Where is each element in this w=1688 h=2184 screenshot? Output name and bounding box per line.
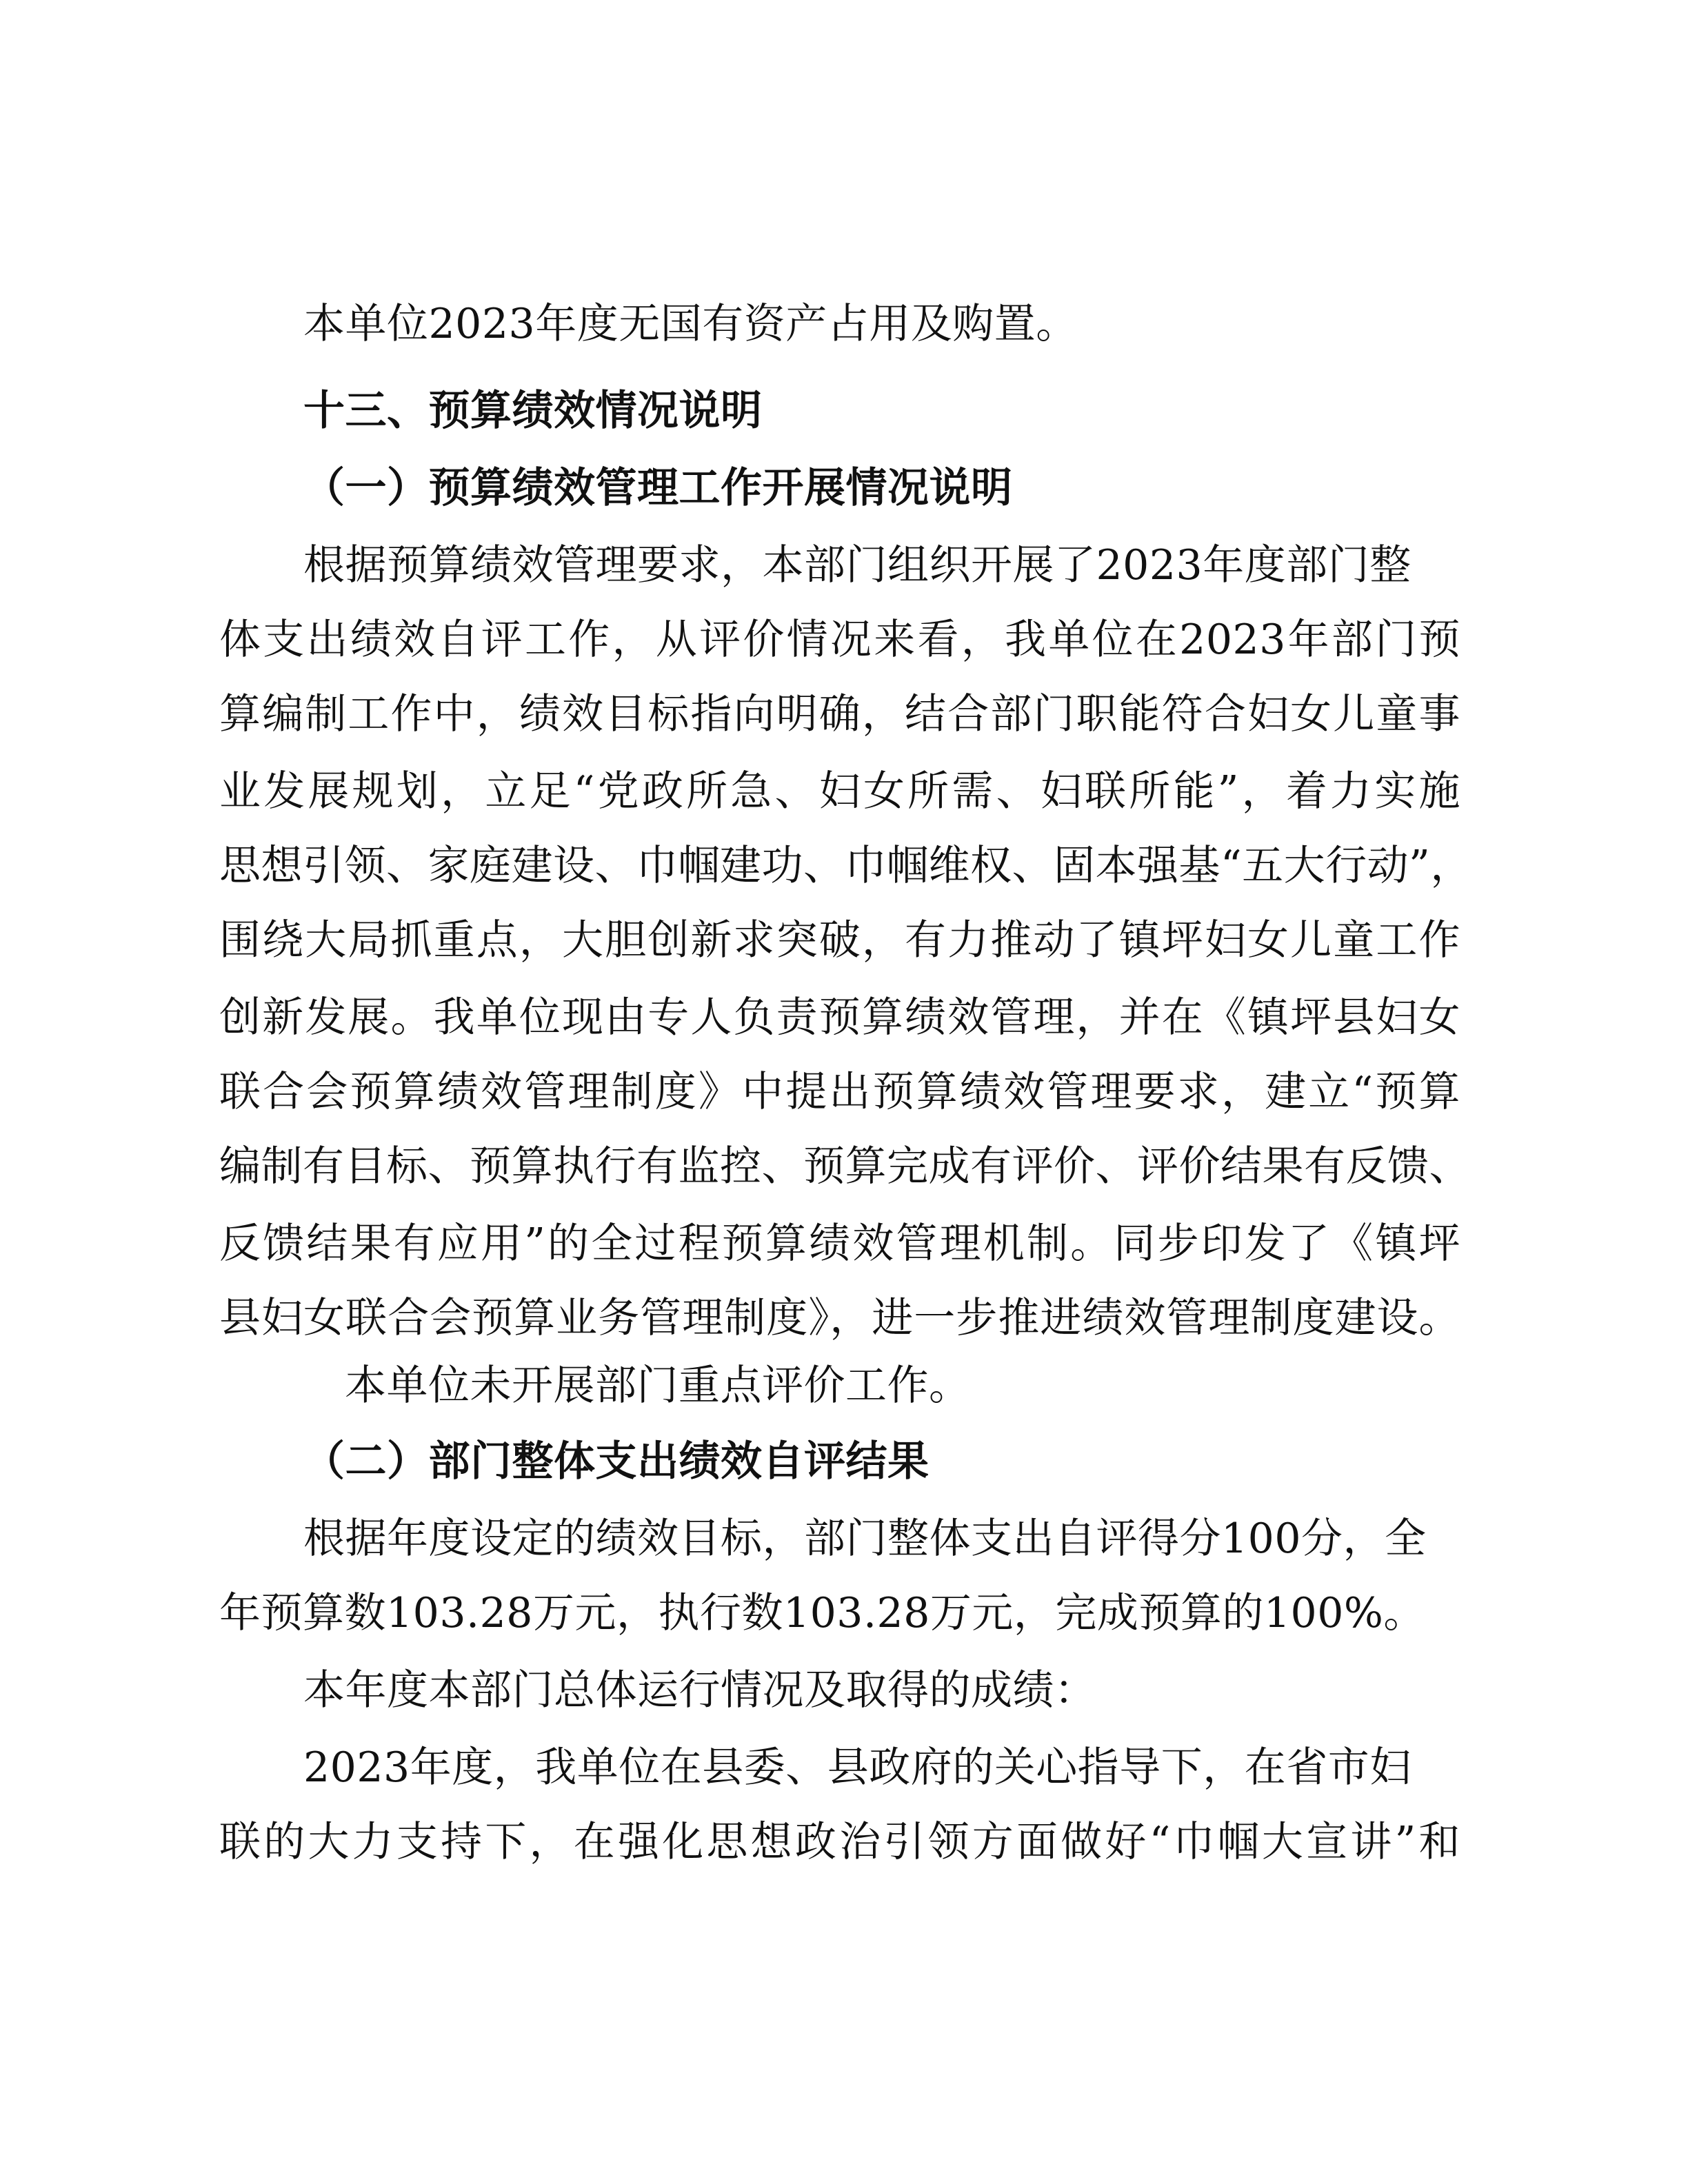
paragraph-line: 2023年度，我单位在县委、县政府的关心指导下，在省市妇 bbox=[303, 1743, 1411, 1792]
paragraph-line: 思想引领、家庭建设、巾帼建功、巾帼维权、固本强基“五大行动”， bbox=[219, 842, 1472, 890]
paragraph-line: 算编制工作中，绩效目标指向明确，结合部门职能符合妇女儿童事 bbox=[219, 690, 1460, 738]
paragraph-line: 业发展规划，立足“党政所急、妇女所需、妇联所能”，着力实施 bbox=[219, 767, 1460, 816]
section-heading-13: 十三、预算绩效情况说明 bbox=[303, 387, 763, 435]
paragraph-line: 编制有目标、预算执行有监控、预算完成有评价、评价结果有反馈、 bbox=[219, 1142, 1471, 1191]
paragraph-line: 创新发展。我单位现由专人负责预算绩效管理，并在《镇坪县妇女 bbox=[219, 993, 1460, 1042]
paragraph-assets: 本单位2023年度无国有资产占用及购置。 bbox=[303, 300, 1078, 348]
paragraph-line: 联合会预算绩效管理制度》中提出预算绩效管理要求，建立“预算 bbox=[219, 1068, 1460, 1116]
paragraph-line: 本年度本部门总体运行情况及取得的成绩： bbox=[303, 1666, 1096, 1715]
paragraph-line: 根据年度设定的绩效目标，部门整体支出自评得分100分，全 bbox=[303, 1515, 1427, 1563]
paragraph-line: 围绕大局抓重点，大胆创新求突破，有力推动了镇坪妇女儿童工作 bbox=[219, 916, 1460, 964]
paragraph-line: 根据预算绩效管理要求，本部门组织开展了2023年度部门整 bbox=[303, 541, 1411, 589]
subsection-heading-1: （一）预算绩效管理工作开展情况说明 bbox=[303, 464, 1013, 512]
subsection-heading-2: （二）部门整体支出绩效自评结果 bbox=[303, 1437, 930, 1486]
paragraph-line: 年预算数103.28万元，执行数103.28万元，完成预算的100%。 bbox=[219, 1589, 1425, 1637]
paragraph-line: 联的大力支持下，在强化思想政治引领方面做好“巾帼大宣讲”和 bbox=[219, 1818, 1460, 1866]
paragraph-line: 体支出绩效自评工作，从评价情况来看，我单位在2023年部门预 bbox=[219, 616, 1460, 664]
paragraph-line: 反馈结果有应用”的全过程预算绩效管理机制。同步印发了《镇坪 bbox=[219, 1220, 1460, 1268]
paragraph-no-key-evaluation: 本单位未开展部门重点评价工作。 bbox=[345, 1362, 971, 1410]
paragraph-line: 县妇女联合会预算业务管理制度》，进一步推进绩效管理制度建设。 bbox=[219, 1294, 1460, 1342]
